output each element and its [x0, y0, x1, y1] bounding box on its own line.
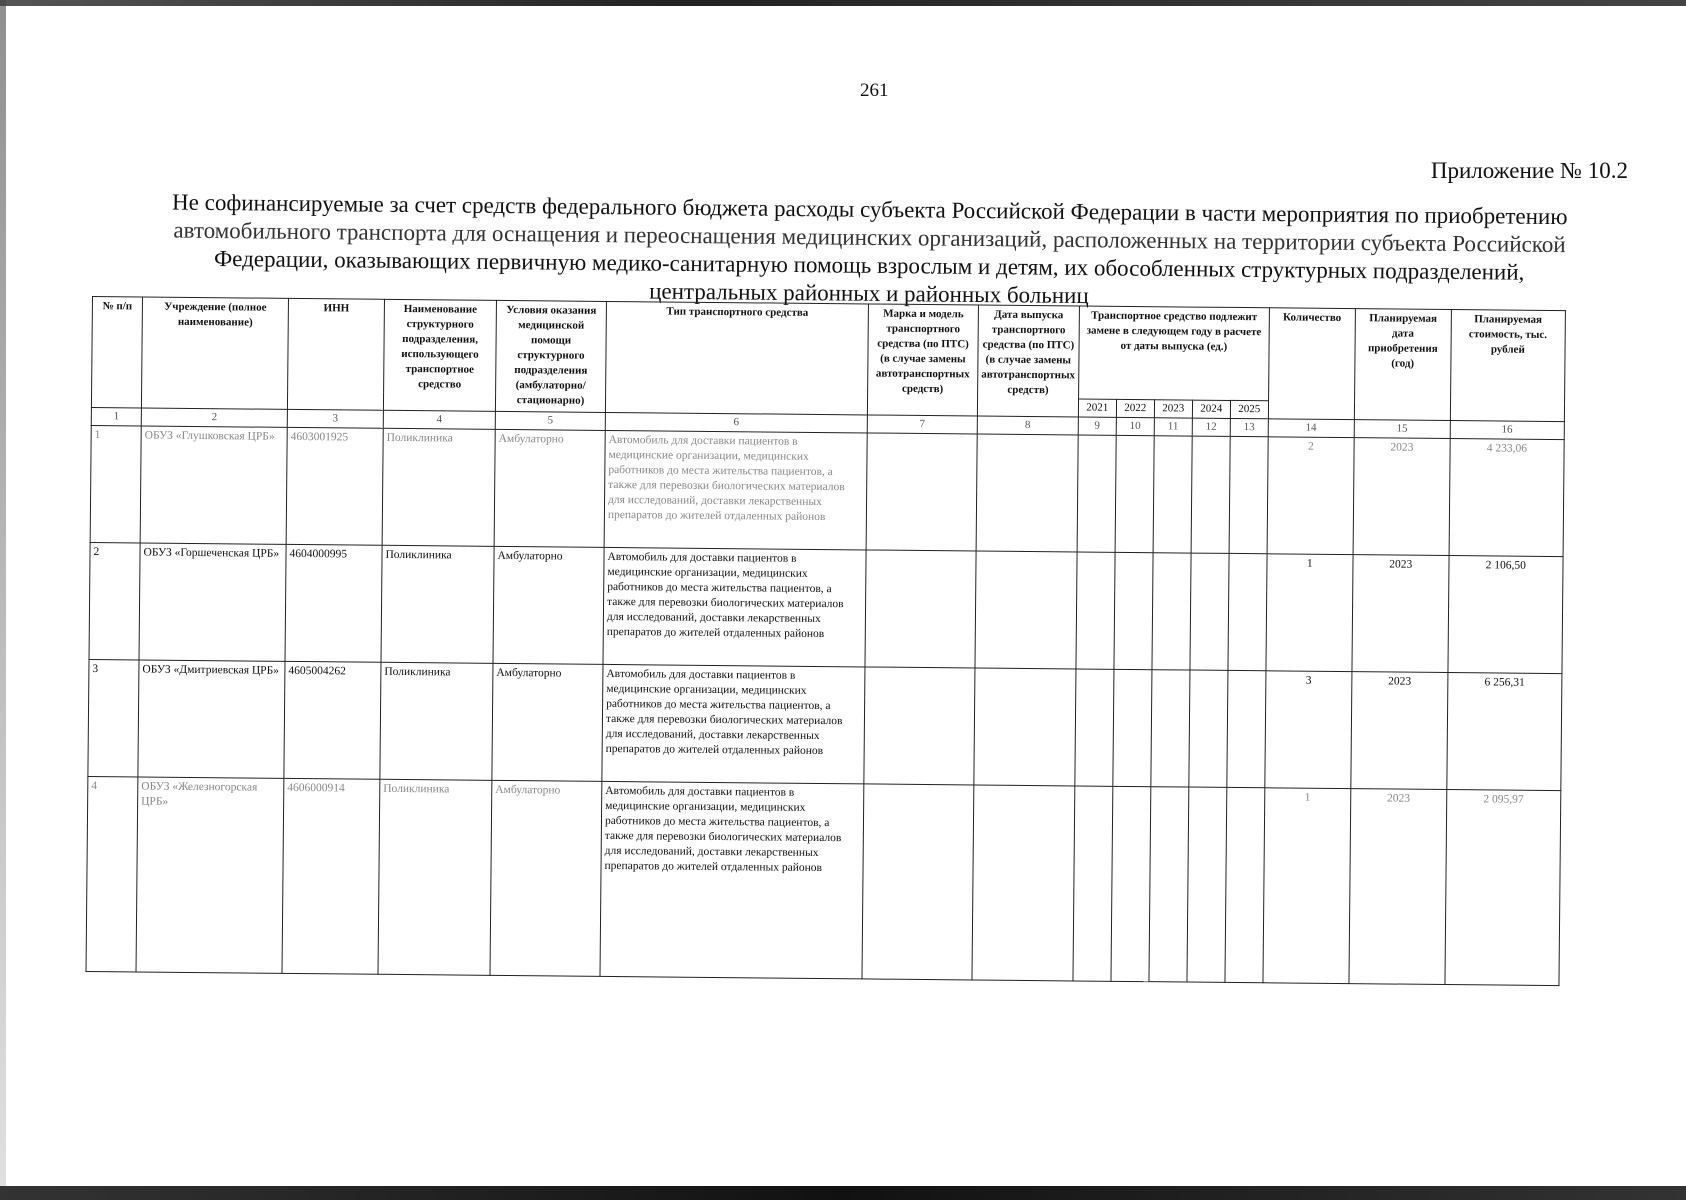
- header-conditions: Условия оказания медицинской помощи структурного подразделения (амбулаторно/стационарно): [495, 300, 606, 412]
- row-conditions: Амбулаторно: [494, 429, 605, 547]
- row-model: [866, 433, 977, 551]
- row-org: ОБУЗ «Горшеченская ЦРБ»: [139, 543, 286, 661]
- row-year-cell: [1115, 435, 1154, 552]
- col-number: 13: [1230, 418, 1268, 436]
- row-release-date: [975, 551, 1077, 669]
- row-model: [862, 784, 974, 980]
- col-number: 16: [1450, 421, 1564, 440]
- row-purchase-year: 2023: [1349, 789, 1447, 985]
- col-number: 8: [977, 416, 1078, 435]
- header-purchase-year: Планируемая дата приобретения (год): [1354, 309, 1451, 421]
- row-number: 4: [86, 776, 138, 971]
- col-number: 12: [1192, 418, 1230, 436]
- row-conditions: Амбулаторно: [493, 546, 604, 664]
- row-year-cell: [1187, 787, 1227, 982]
- row-conditions: Амбулаторно: [490, 780, 602, 976]
- header-cost: Планируемая стоимость, тыс. рублей: [1450, 310, 1565, 422]
- row-year-cell: [1077, 435, 1116, 552]
- row-qty: 3: [1265, 671, 1352, 789]
- row-release-date: [974, 668, 1076, 786]
- row-vehicle-type: Автомобиль для доставки пациентов в медицинские организации, медицинских работников до места жительства пациентов, а также для перевозки биологических материалов для исследований, доставки лекарственных препаратов до жителей отдаленных районов: [600, 781, 864, 979]
- row-year-cell: [1149, 787, 1189, 982]
- row-org: ОБУЗ «Глушковская ЦРБ»: [140, 426, 287, 544]
- row-model: [865, 550, 976, 668]
- row-release-date: [976, 434, 1078, 552]
- table-row: [88, 659, 1562, 790]
- header-year: 2025: [1230, 400, 1268, 418]
- expenses-table: [86, 296, 1566, 986]
- row-vehicle-type: Автомобиль для доставки пациентов в медицинские организации, медицинских работников до места жительства пациентов, а также для перевозки биологических материалов для исследований, доставки лекарственных препаратов до жителей отдаленных районов: [603, 547, 866, 667]
- row-year-cell: [1075, 669, 1114, 786]
- row-year-cell: [1190, 553, 1229, 670]
- header-replace-group: Транспортное средство подлежит замене в следующем году в расчете от даты выпуска (ед.): [1078, 306, 1269, 401]
- col-number: 7: [867, 415, 977, 434]
- header-n: № п/п: [91, 297, 142, 408]
- title-line: автомобильного транспорта для оснащения и переоснащения медицинских организаций, расположенных на территории субъекта Российской: [173, 217, 1566, 258]
- row-year-cell: [1229, 436, 1268, 553]
- col-number: 4: [383, 410, 495, 429]
- col-number: 1: [91, 407, 141, 425]
- row-year-cell: [1073, 786, 1113, 981]
- appendix-label: Приложение № 10.2: [1430, 158, 1628, 183]
- header-vehicle-type: Тип транспортного средства: [605, 301, 868, 415]
- row-unit: Поликлиника: [381, 545, 494, 663]
- header-model: Марка и модель транспортного средства (по ПТС) (в случае замены автотранспортных средств): [867, 304, 978, 416]
- title-line: Не софинансируемые за счет средств федерального бюджета расходы субъекта Российской Федерации в части мероприятия по приобретению: [172, 189, 1568, 230]
- row-qty: 1: [1263, 788, 1351, 984]
- col-number: 6: [605, 412, 867, 433]
- row-year-cell: [1225, 787, 1265, 982]
- table-row: [89, 542, 1563, 673]
- row-purchase-year: 2023: [1351, 672, 1448, 790]
- row-inn: 4606000914: [282, 778, 380, 974]
- col-number: 3: [287, 409, 383, 428]
- row-cost: 6 256,31: [1447, 673, 1562, 791]
- row-year-cell: [1114, 552, 1153, 669]
- row-number: 3: [88, 659, 139, 776]
- row-org: ОБУЗ «Дмитриевская ЦРБ»: [138, 660, 285, 778]
- row-unit: Поликлиника: [382, 428, 495, 546]
- table-row: [86, 776, 1561, 985]
- row-year-cell: [1228, 553, 1267, 670]
- row-purchase-year: 2023: [1352, 555, 1449, 673]
- row-inn: 4605004262: [284, 661, 381, 779]
- row-conditions: Амбулаторно: [492, 663, 603, 781]
- row-cost: 2 106,50: [1448, 556, 1563, 674]
- row-year-cell: [1076, 552, 1115, 669]
- row-number: 1: [90, 425, 141, 542]
- header-year: 2023: [1154, 400, 1192, 418]
- row-year-cell: [1153, 436, 1192, 553]
- header-year: 2024: [1192, 400, 1230, 418]
- col-number: 5: [495, 411, 605, 430]
- col-number: 10: [1116, 417, 1154, 435]
- document-title: [119, 188, 1620, 316]
- scan-edge-top: [0, 0, 1686, 6]
- title-line: Федерации, оказывающих первичную медико-санитарную помощь взрослым и детям, их обособленных структурных подразделений,: [213, 245, 1525, 285]
- table-row: [90, 425, 1564, 556]
- header-unit: Наименование структурного подразделения, использующего транспортное средство: [383, 299, 496, 411]
- scan-edge-bottom: [0, 1186, 1686, 1200]
- col-number: 11: [1154, 418, 1192, 436]
- header-org: Учреждение (полное наименование): [141, 297, 288, 409]
- title-line: центральных районных и районных больниц: [649, 278, 1089, 309]
- page-number: 261: [860, 80, 889, 101]
- header-row: [92, 297, 1566, 404]
- header-release-date: Дата выпуска транспортного средства (по ПТС) (в случае замены автотранспортных средств): [977, 305, 1079, 417]
- row-qty: 1: [1266, 554, 1353, 672]
- row-year-cell: [1191, 436, 1230, 553]
- row-unit: Поликлиника: [378, 779, 492, 975]
- scan-edge-left: [0, 0, 6, 1200]
- row-cost: 2 095,97: [1445, 790, 1561, 986]
- row-year-cell: [1152, 553, 1191, 670]
- col-number: 15: [1354, 420, 1450, 439]
- header-year: 2022: [1116, 399, 1154, 417]
- row-cost: 4 233,06: [1449, 439, 1564, 557]
- header-qty: Количество: [1268, 308, 1355, 420]
- row-qty: 2: [1267, 437, 1354, 555]
- row-year-cell: [1113, 669, 1152, 786]
- table-wrapper: [86, 296, 1566, 986]
- col-number: 9: [1078, 417, 1116, 435]
- row-unit: Поликлиника: [380, 662, 493, 780]
- col-number: 14: [1268, 419, 1354, 438]
- col-number: 2: [141, 408, 287, 427]
- row-vehicle-type: Автомобиль для доставки пациентов в медицинские организации, медицинских работников до места жительства пациентов, а также для перевозки биологических материалов для исследований, доставки лекарственных препаратов до жителей отдаленных районов: [604, 430, 867, 550]
- row-year-cell: [1151, 670, 1190, 787]
- row-inn: 4603001925: [286, 427, 383, 545]
- header-year: 2021: [1078, 399, 1116, 417]
- row-year-cell: [1189, 670, 1228, 787]
- row-purchase-year: 2023: [1353, 438, 1450, 556]
- row-inn: 4604000995: [285, 544, 382, 662]
- row-number: 2: [89, 542, 140, 659]
- row-year-cell: [1227, 670, 1266, 787]
- row-model: [864, 667, 975, 785]
- row-year-cell: [1111, 786, 1151, 981]
- header-inn: ИНН: [287, 298, 384, 410]
- row-org: ОБУЗ «Железногорская ЦРБ»: [136, 777, 284, 973]
- row-vehicle-type: Автомобиль для доставки пациентов в медицинские организации, медицинских работников до места жительства пациентов, а также для перевозки биологических материалов для исследований, доставки лекарственных препаратов до жителей отдаленных районов: [602, 664, 865, 784]
- row-release-date: [972, 785, 1075, 981]
